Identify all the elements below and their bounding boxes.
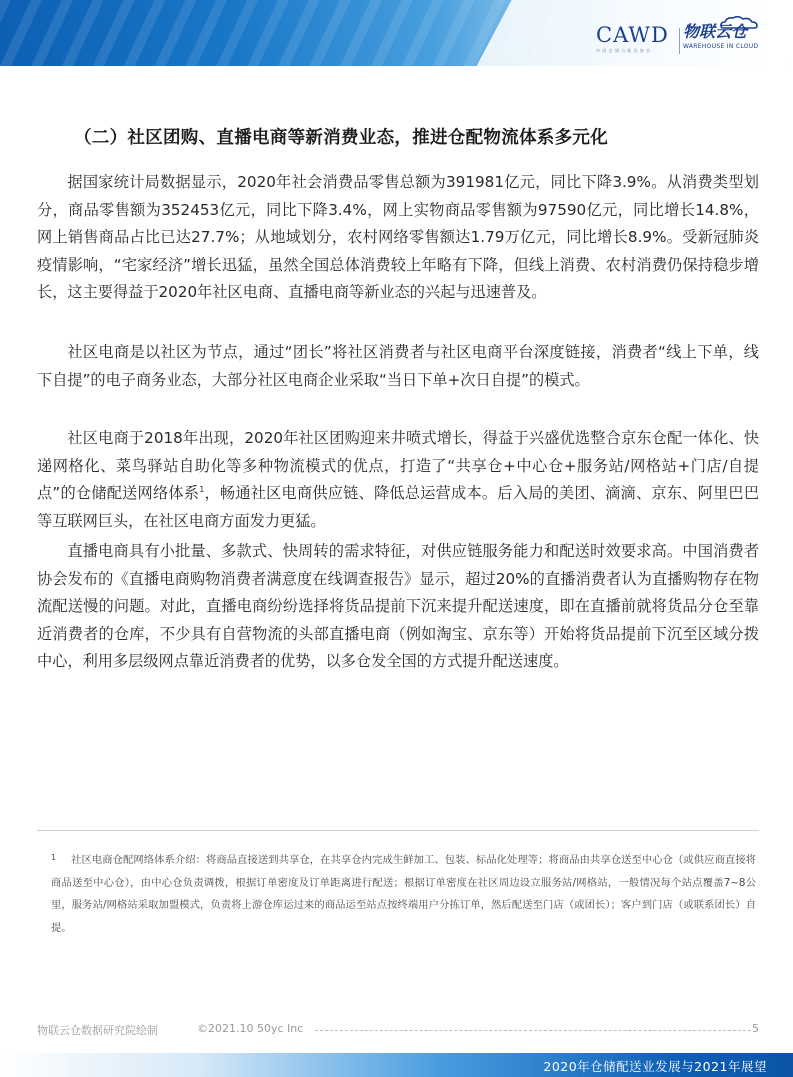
paragraph-text-after-note: ，畅通社区电商供应链、降低总运营成本。后入局的美团、滴滴、京东、阿里巴巴等互联网巨头，在社区电商方面发力更猛。 [37,484,760,530]
footer-copyright: ©2021.10 50yc Inc [197,1022,304,1035]
paragraph-community-ecommerce: 社区电商是以社区为节点，通过“团长”将社区消费者与社区电商平台深度链接，消费者“线上下单，线下自提”的电子商务业态，大部分社区电商企业采取“当日下单+次日自提”的模式。 [37,343,759,389]
wulianyuncang-logo-cn: 物联云仓 [683,22,748,41]
cawd-logo-subtitle: 中 国 仓 储 与 配 送 协 会 [596,48,651,53]
header-stripes [0,0,560,66]
footnote-text: 社区电商仓配网络体系介绍：将商品直接送到共享仓，在共享仓内完成生鲜加工、包装、标品化处理等；将商品由共享仓送至中心仓（或供应商直接将商品送至中心仓），由中心仓负责调拨，根据订单密度及订单距离进行配送；根据订单密度在社区周边设立服务站/网格站，一般情况每个站点覆盖7~8公里，服务站/网格站采取加盟模式，负责将上游仓库运过来的商品运至站点按终端用户分拣订单，然后配送至门店（或团长）；客户到门店（或联系团长）自提。 [51,854,756,934]
wulianyuncang-logo [683,22,767,62]
paragraph-community-group-buying [37,425,759,535]
footnote-divider [37,830,759,831]
footer-dashed-line [315,1030,751,1031]
cawd-logo-text: CAWD [596,23,669,47]
section-title: （二）社区团购、直播电商等新消费业态，推进仓配物流体系多元化 [74,128,608,148]
footnote-reference[interactable]: 1 [199,485,205,495]
page-number: 5 [752,1022,759,1035]
paragraph-retail-stats: 据国家统计局数据显示，2020年社会消费品零售总额为391981亿元，同比下降3.9%。从消费类型划分，商品零售额为352453亿元，同比下降3.4%，网上实物商品零售额为97590亿元，同比增长14.8%，网上销售商品占比已达27.7%；从地域划分，农村网络零售额达1.79万亿元，同比增长8.9%。受新冠肺炎疫情影响，“宅家经济”增长迅猛，虽然全国总体消费较上年略有下降，但线上消费、农村消费仍保持稳步增长，这主要得益于2020年社区电商、直播电商等新业态的兴起与迅速普及。 [37,173,759,302]
cawd-logo [596,24,674,58]
paragraph-live-streaming-ecommerce: 直播电商具有小批量、多款式、快周转的需求特征，对供应链服务能力和配送时效要求高。中国消费者协会发布的《直播电商购物消费者满意度在线调查报告》显示，超过20%的直播消费者认为直播购物存在物流配送慢的问题。对此，直播电商纷纷选择将货品提前下沉来提升配送速度，即在直播前就将货品分仓至靠近消费者的仓库，不少具有自营物流的头部直播电商（例如淘宝、京东等）开始将货品提前下沉至区域分拨中心，利用多层级网点靠近消费者的优势，以多仓发全国的方式提升配送速度。 [37,542,759,671]
report-title: 2020年仓储配送业发展与2021年展望 [543,1059,767,1074]
header-band [0,0,793,66]
footnote [51,849,756,939]
footer-source: 物联云仓数据研究院绘制 [37,1024,158,1037]
footnote-mark: 1 [51,853,57,862]
wulianyuncang-logo-en: WAREHOUSE IN CLOUD [683,43,759,50]
page-footer [37,1022,759,1038]
cloud-icon [719,16,759,30]
logo-divider [679,28,680,54]
paragraph-text-before-note: 社区电商于2018年出现，2020年社区团购迎来井喷式增长，得益于兴盛优选整合京东仓配一体化、快递网格化、菜鸟驿站自助化等多种物流模式的优点，打造了“共享仓+中心仓+服务站/网格站+门店/自提点”的仓储配送网络体系 [37,429,759,503]
bottom-band [0,1053,793,1077]
